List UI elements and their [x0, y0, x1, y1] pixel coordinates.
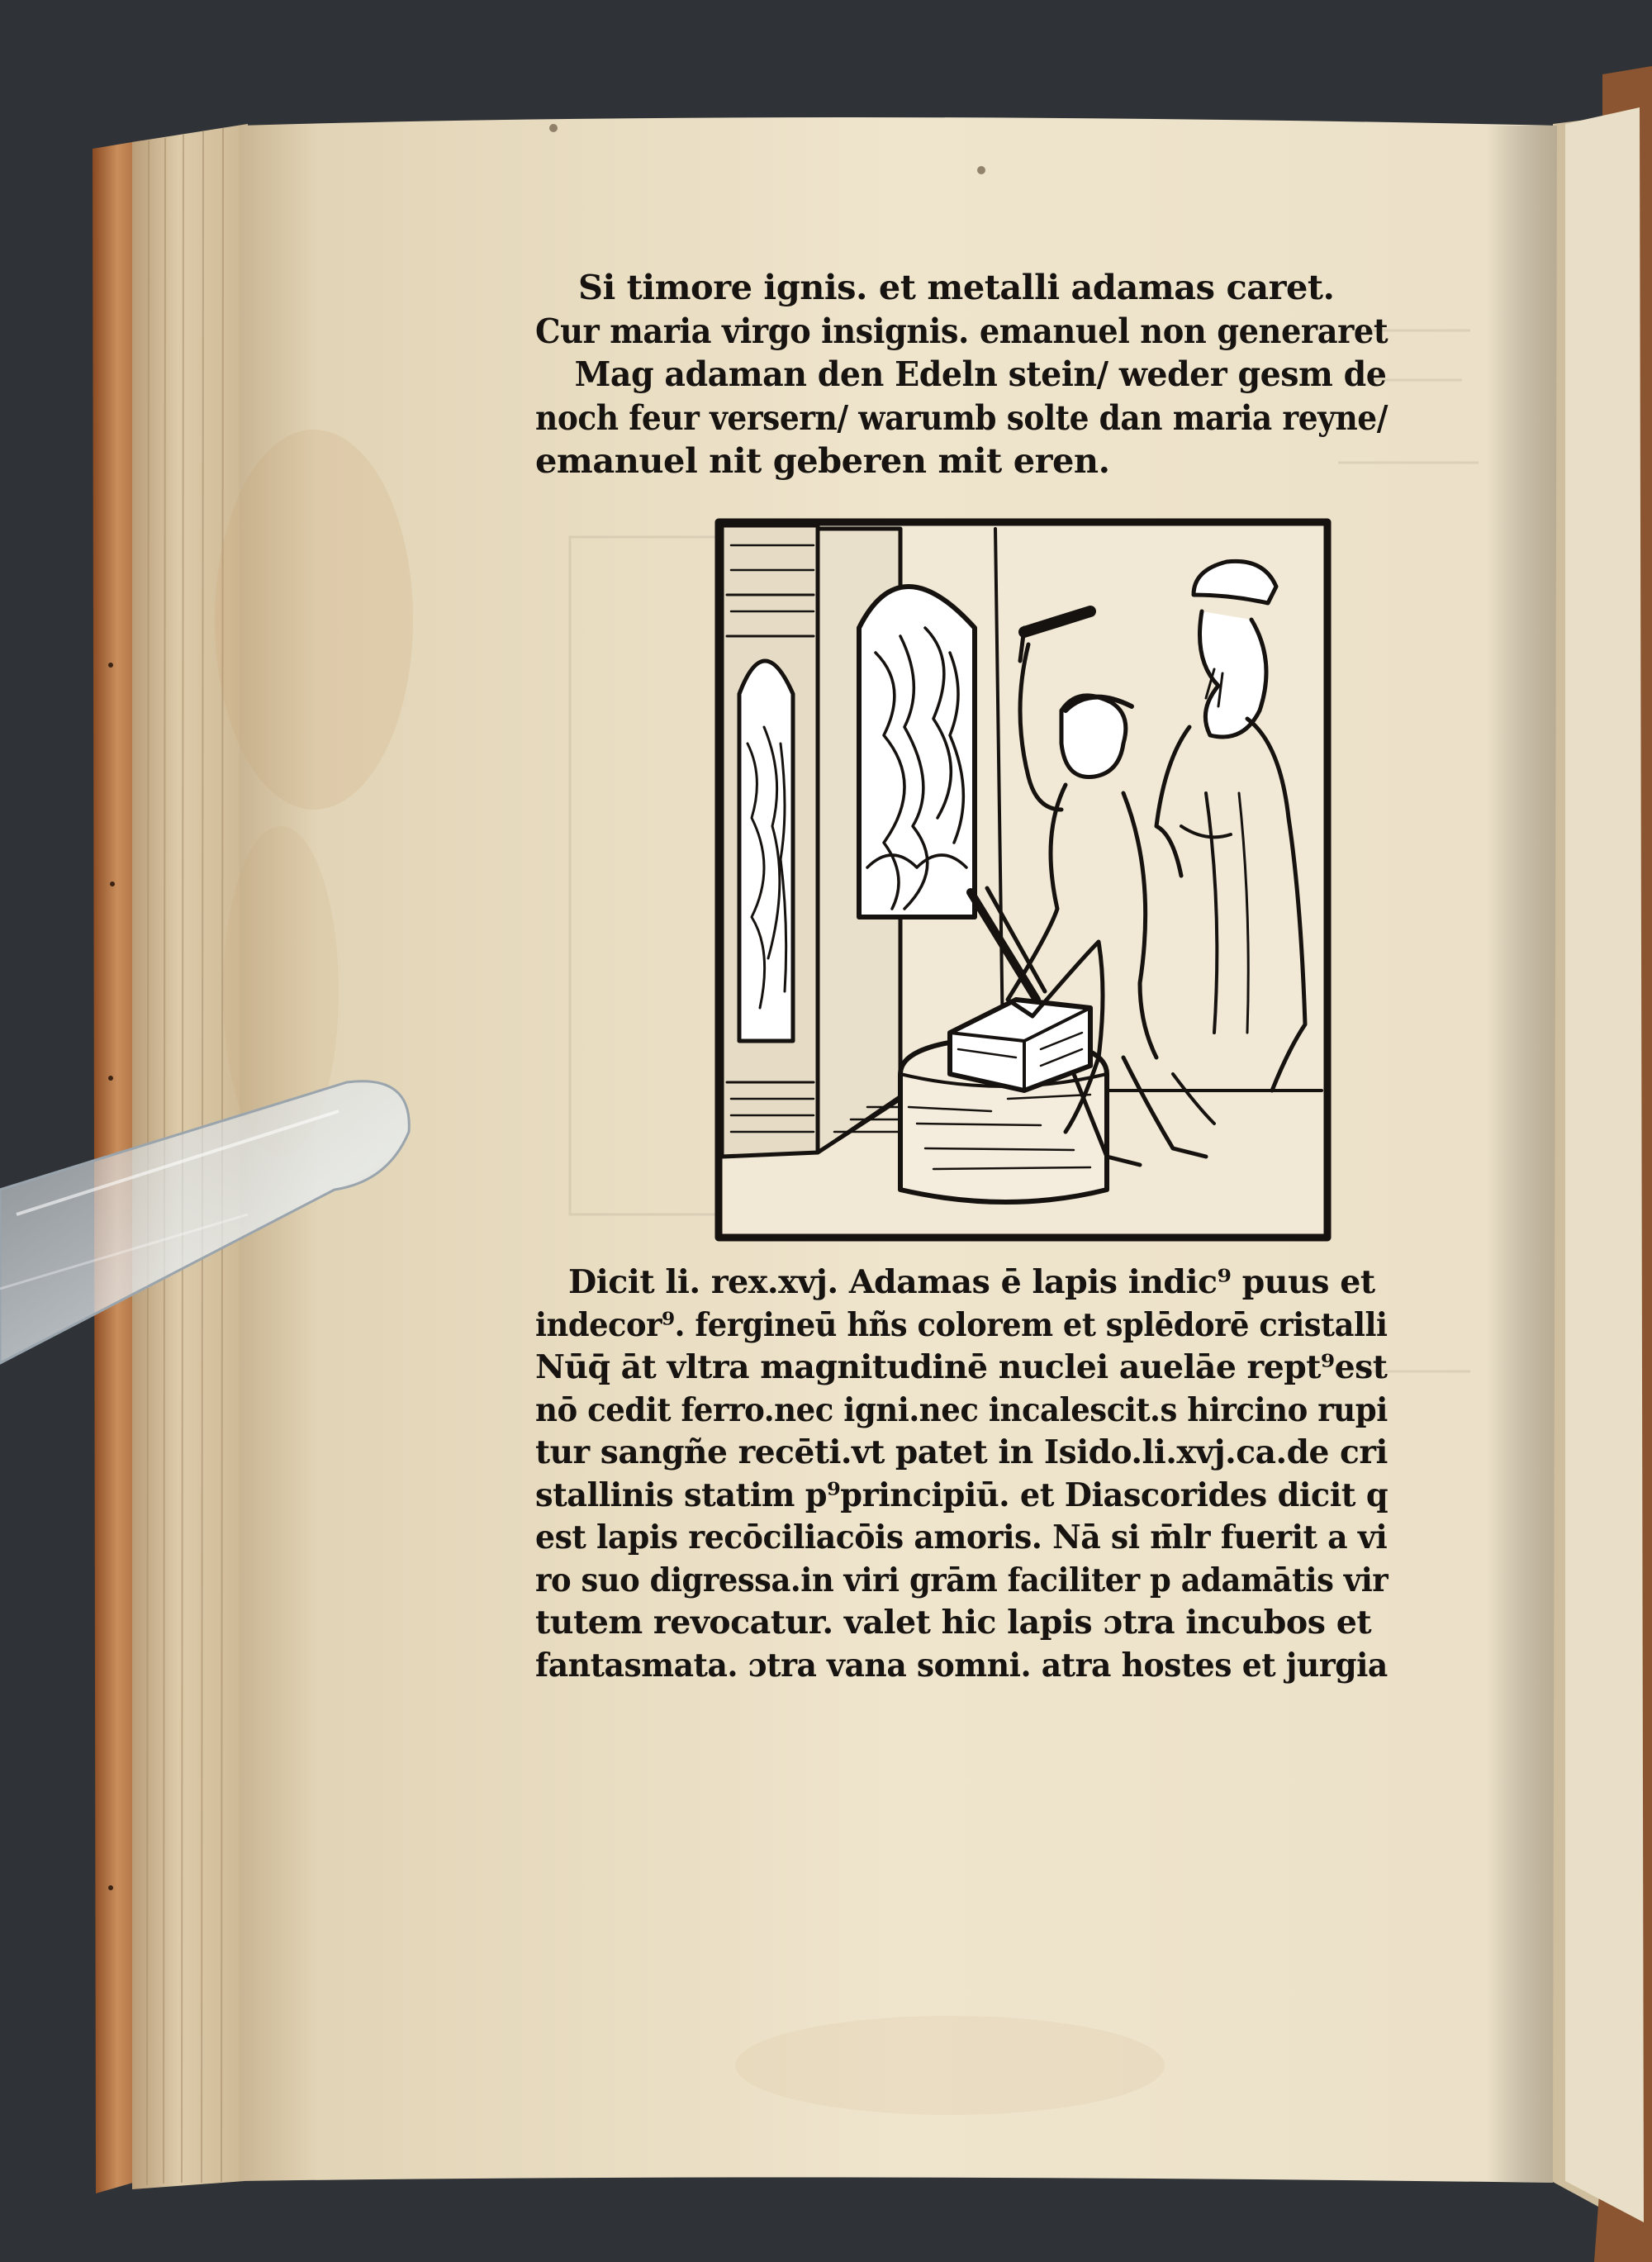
commentary-line: stallinis statim p⁹principiū. et Diascorides dicit q	[535, 1476, 1389, 1514]
verse-line: Si timore ignis. et metalli adamas caret.	[578, 267, 1335, 307]
commentary-line: Dicit li. rex.xvj. Adamas ē lapis indic⁹ puus et	[568, 1263, 1375, 1301]
verse-line: emanuel nit geberen mit eren.	[535, 440, 1110, 481]
verse-text	[535, 266, 1388, 483]
verse-line: noch feur versern/ warumb solte dan maria reyne/	[535, 397, 1388, 438]
commentary-line: Nūq̄ āt vltra magnitudinē nuclei auelāe rept⁹est	[535, 1348, 1388, 1386]
commentary-line: nō cedit ferro.nec igni.nec incalescit.s hircino rupi	[535, 1390, 1388, 1429]
commentary-line: tutem revocatur. valet hic lapis ɔtra incubos et	[535, 1604, 1372, 1642]
verse-line: Cur maria virgo insignis. emanuel non generaret	[535, 310, 1389, 351]
verse-line: Mag adaman den Edeln stein/ weder gesm de	[574, 354, 1387, 394]
commentary-line: ro suo digressa.in viri grām faciliter p adamātis vir	[535, 1561, 1389, 1599]
right-facing-page	[1565, 107, 1644, 2222]
commentary-line: tur sangñe recēti.vt patet in Isido.li.xvj.ca.de cri	[535, 1433, 1388, 1471]
gutter-shadow	[1487, 126, 1557, 2183]
commentary-line: est lapis recōciliacōis amoris. Nā si m̄lr fuerit a vi	[535, 1518, 1388, 1556]
commentary-line: fantasmata. ɔtra vana somni. atra hostes et jurgia	[535, 1646, 1388, 1685]
commentary-line: indecor⁹. fergineū hñs colorem et splēdorē cristalli	[535, 1305, 1388, 1344]
woodcut-illustration	[719, 522, 1327, 1238]
commentary-text	[535, 1262, 1388, 1687]
